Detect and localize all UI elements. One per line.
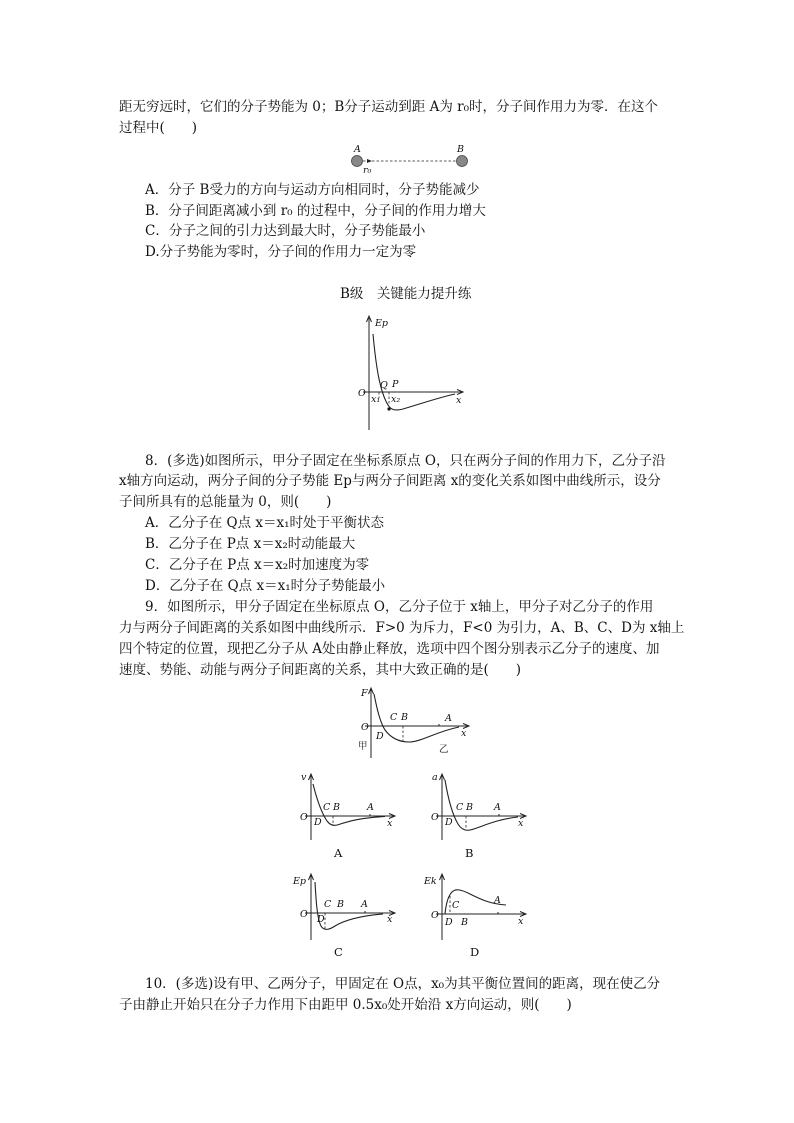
label-x: x: [518, 818, 524, 829]
label-jia: 甲: [358, 741, 368, 752]
label-b: B: [401, 712, 408, 723]
label-yi: 乙: [439, 744, 449, 755]
label-c: C: [390, 712, 398, 723]
q9-line-2: 力与两分子间距离的关系如图中曲线所示．F>0 为斥力，F<0 为引力，A、B、C、D为 x轴上: [119, 620, 685, 636]
label-r0: r₀: [363, 165, 372, 176]
q8-line-1: 8．(多选)如图所示，甲分子固定在坐标系原点 O，只在两分子间的作用力下，乙分子沿: [145, 453, 666, 469]
label-a: A: [361, 899, 368, 910]
label-a-axis: a: [432, 772, 438, 783]
q7-option-c: C．分子之间的引力达到最大时，分子势能最小: [145, 223, 426, 239]
figure-force-curve: [355, 684, 475, 764]
label-x: x: [456, 395, 462, 406]
label-d: D: [445, 817, 453, 828]
label-x: x: [387, 914, 393, 925]
label-v: v: [301, 772, 307, 783]
label-x1: x₁: [371, 394, 381, 405]
label-d: D: [314, 817, 322, 828]
caption-c: C: [334, 945, 343, 959]
label-a: A: [494, 802, 501, 813]
q9-line-1: 9．如图所示，甲分子固定在坐标原点 O，乙分子位于 x轴上，甲分子对乙分子的作用: [145, 599, 654, 615]
label-d: D: [445, 917, 453, 928]
label-o: O: [431, 910, 439, 921]
intro-line-2: 过程中( ): [119, 120, 198, 136]
label-a: A: [354, 144, 361, 155]
q8-option-c: C．乙分子在 P点 x＝x₂时加速度为零: [145, 557, 370, 573]
label-c: C: [323, 802, 331, 813]
q8-line-3: 子间所具有的总能量为 0，则( ): [119, 494, 332, 510]
figure-molecules-ab: [345, 143, 475, 178]
caption-d: D: [470, 945, 480, 959]
label-o: O: [300, 909, 308, 920]
label-o: O: [361, 722, 369, 733]
label-c: C: [324, 899, 332, 910]
figure-option-a: [297, 770, 399, 862]
q8-option-b: B．乙分子在 P点 x＝x₂时动能最大: [145, 536, 356, 552]
caption-a: A: [334, 846, 343, 860]
q7-option-b: B．分子间距离减小到 r₀ 的过程中，分子间的作用力增大: [145, 203, 486, 219]
label-ep: Ep: [293, 876, 307, 887]
label-a: A: [445, 713, 452, 724]
label-o: O: [431, 812, 439, 823]
q10-line-1: 10．(多选)设有甲、乙两分子，甲固定在 O点，x₀为其平衡位置间的距离，现在使乙分: [145, 976, 661, 992]
q10-line-2: 子由静止开始只在分子力作用下由距甲 0.5x₀处开始沿 x方向运动，则( ): [119, 997, 572, 1013]
q8-option-a: A．乙分子在 Q点 x＝x₁时处于平衡状态: [145, 515, 385, 531]
q7-option-d: D.分子势能为零时，分子间的作用力一定为零: [145, 244, 417, 260]
ep-curve: [373, 334, 455, 410]
label-q: Q: [380, 380, 388, 391]
label-ek: Ek: [424, 876, 437, 887]
figure-option-c: [293, 870, 399, 962]
label-a: A: [494, 895, 501, 906]
label-o: O: [300, 812, 308, 823]
label-ep: Ep: [375, 318, 389, 329]
label-x: x: [461, 728, 467, 739]
label-o: O: [358, 388, 366, 399]
label-b: B: [466, 802, 473, 813]
label-b: B: [337, 899, 344, 910]
section-title: B级 关键能力提升练: [340, 286, 472, 302]
label-d: D: [376, 731, 384, 742]
figure-option-b: [428, 770, 530, 862]
label-c: C: [452, 900, 460, 911]
label-p: P: [392, 379, 399, 390]
figure-option-d: [424, 870, 530, 962]
q8-option-d: D．乙分子在 Q点 x＝x₁时分子势能最小: [145, 578, 386, 594]
label-b: B: [457, 144, 464, 155]
figure-ep-curve: [355, 312, 470, 432]
q7-option-a: A．分子 B受力的方向与运动方向相同时，分子势能减少: [145, 182, 480, 198]
label-d: D: [317, 914, 325, 925]
caption-b: B: [465, 846, 474, 860]
label-a: A: [367, 802, 374, 813]
intro-line-1: 距无穷远时，它们的分子势能为 0；B分子运动到距 A为 r₀时，分子间作用力为零．在这个: [119, 99, 658, 115]
label-f: F: [361, 688, 368, 699]
molecule-a: [352, 156, 363, 167]
label-x: x: [518, 916, 524, 927]
molecule-b: [457, 156, 468, 167]
label-x: x: [387, 818, 393, 829]
label-x2: x₂: [391, 394, 401, 405]
q9-line-3: 四个特定的位置，现把乙分子从 A处由静止释放，选项中四个图分别表示乙分子的速度、加: [119, 641, 660, 657]
label-b: B: [461, 917, 468, 928]
label-c: C: [456, 802, 464, 813]
q9-line-4: 速度、势能、动能与两分子间距离的关系，其中大致正确的是( ): [119, 662, 522, 678]
arrow-head: [367, 159, 372, 163]
label-b: B: [333, 802, 340, 813]
q8-line-2: x轴方向运动，两分子间的分子势能 Ep与两分子间距离 x的变化关系如图中曲线所示，设分: [119, 473, 661, 489]
